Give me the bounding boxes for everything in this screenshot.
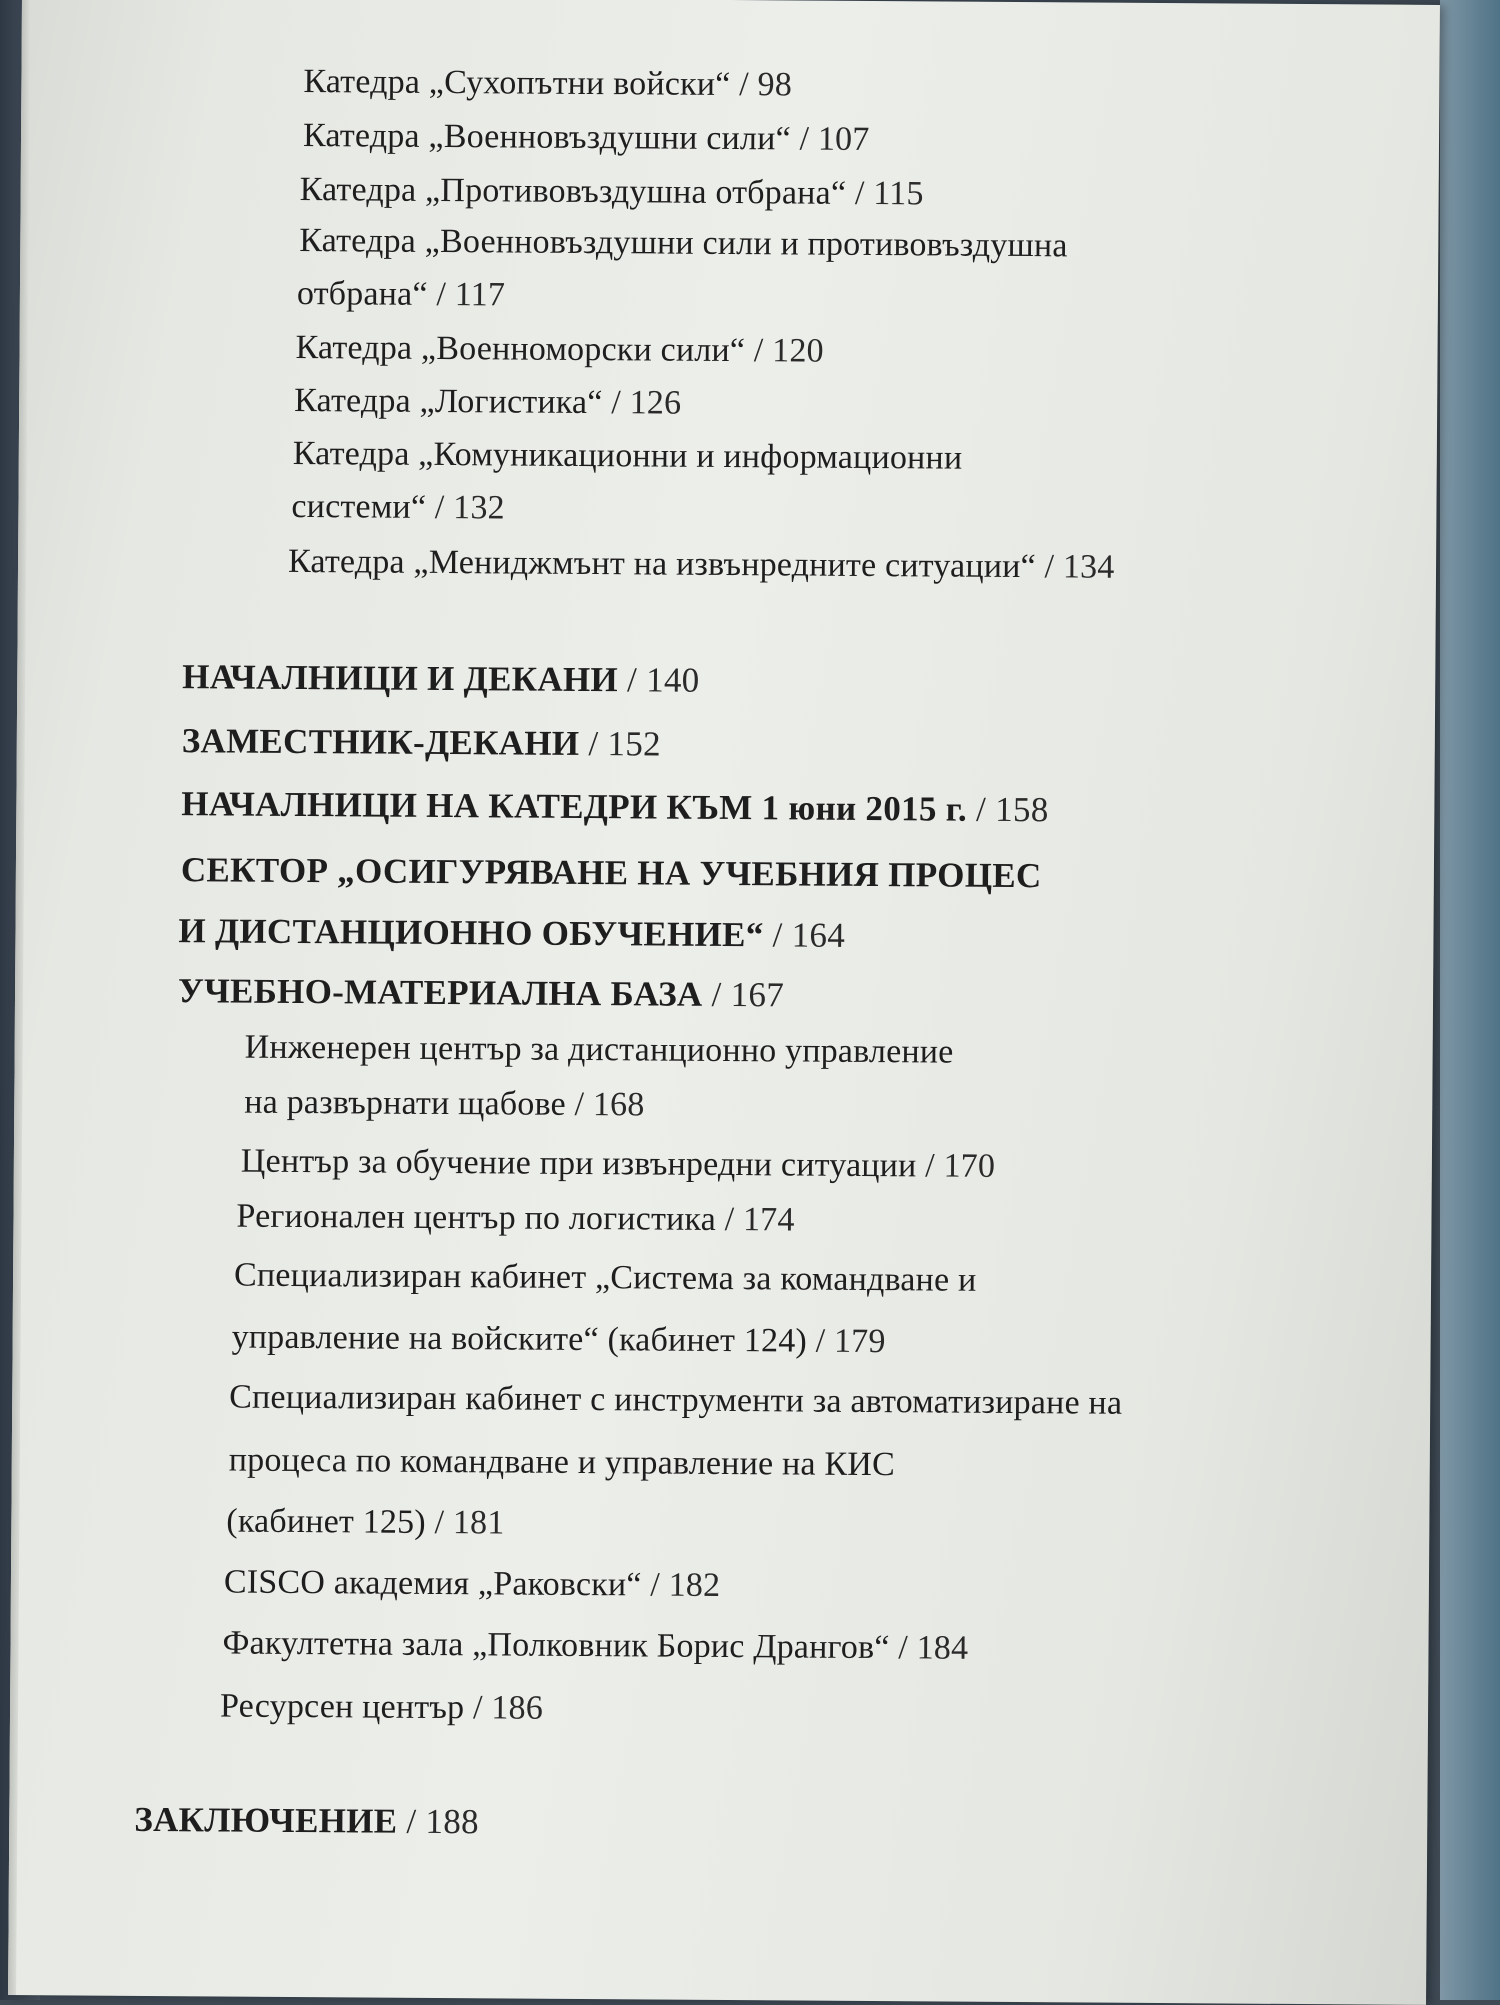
- toc-entry-title: Катедра „Сухопътни войски“: [303, 63, 731, 103]
- toc-section: НАЧАЛНИЦИ И ДЕКАНИ / 140: [182, 657, 700, 700]
- toc-conclusion: ЗАКЛЮЧЕНИЕ / 188: [134, 1799, 480, 1842]
- toc-section: УЧЕБНО-МАТЕРИАЛНА БАЗА / 167: [177, 971, 785, 1015]
- toc-subentry: Катедра „Мениджмънт на извънредните ситуации“ / 134: [287, 542, 1115, 586]
- toc-entry-page: 132: [453, 489, 505, 527]
- book-page: [8, 0, 1440, 2005]
- toc-entry-title: И ДИСТАНЦИОННО ОБУЧЕНИЕ“: [178, 911, 764, 955]
- toc-entry-page: 168: [592, 1086, 645, 1124]
- toc-entry-title: НАЧАЛНИЦИ НА КАТЕДРИ КЪМ 1 юни 2015 г.: [181, 784, 968, 829]
- background-right: [1440, 0, 1500, 2000]
- toc-subentry: [233, 1256, 977, 1299]
- toc-entry-title: Специализиран кабинет с инструменти за автоматизиране на: [229, 1378, 1123, 1422]
- table-of-contents: [8, 0, 1440, 2005]
- toc-entry-title: Инженерен център за дистанционно управление: [244, 1028, 954, 1071]
- toc-entry-title: Специализиран кабинет „Система за командване и: [233, 1256, 977, 1299]
- toc-subentry: Факултетна зала „Полковник Борис Дрангов“ / 184: [222, 1624, 969, 1667]
- toc-entry-page: 164: [791, 915, 846, 955]
- toc-entry-page: 158: [995, 789, 1049, 830]
- toc-subentry: [229, 1378, 1123, 1422]
- toc-subentry: CISCO академия „Раковски“ / 182: [223, 1563, 721, 1604]
- toc-entry-title: Катедра „Военноморски сили“: [295, 328, 746, 370]
- toc-section: [180, 850, 1042, 896]
- toc-entry-page: 134: [1062, 548, 1115, 586]
- toc-entry-page: 170: [943, 1147, 996, 1185]
- toc-entry-title: процеса по командване и управление на КИС: [228, 1441, 896, 1484]
- toc-subentry: [228, 1441, 896, 1484]
- toc-subentry: управление на войските“ (кабинет 124) / 179: [231, 1318, 886, 1361]
- toc-entry-title: Регионален център по логистика: [236, 1197, 717, 1238]
- toc-subentry: Катедра „Военноморски сили“ / 120: [295, 328, 824, 370]
- toc-subentry: системи“ / 132: [291, 487, 505, 527]
- toc-section: НАЧАЛНИЦИ НА КАТЕДРИ КЪМ 1 юни 2015 г. / 158: [181, 784, 1049, 830]
- toc-entry-page: 167: [730, 975, 785, 1015]
- toc-entry-page: 126: [629, 384, 682, 422]
- toc-subentry: [292, 434, 963, 477]
- toc-entry-title: Катедра „Военновъздушни сили“: [302, 117, 791, 158]
- toc-section: И ДИСТАНЦИОННО ОБУЧЕНИЕ“ / 164: [178, 911, 846, 955]
- toc-entry-title: ЗАКЛЮЧЕНИЕ: [134, 1799, 398, 1841]
- toc-entry-title: Ресурсен център: [219, 1687, 465, 1727]
- toc-entry-title: СЕКТОР „ОСИГУРЯВАНЕ НА УЧЕБНИЯ ПРОЦЕС: [180, 850, 1042, 896]
- toc-subentry: [299, 221, 1068, 265]
- toc-entry-page: 120: [772, 332, 824, 370]
- toc-entry-page: 98: [757, 66, 793, 104]
- toc-section: ЗАМЕСТНИК-ДЕКАНИ / 152: [181, 721, 662, 764]
- toc-entry-title: Катедра „Мениджмънт на извънредните ситуации“: [287, 542, 1037, 586]
- toc-subentry: Катедра „Военновъздушни сили“ / 107: [302, 117, 870, 158]
- toc-entry-title: Катедра „Противовъздушна отбрана“: [299, 170, 847, 212]
- toc-entry-title: (кабинет 125): [226, 1502, 426, 1541]
- toc-entry-title: отбрана“: [296, 274, 428, 313]
- toc-entry-title: на развърнати щабове: [244, 1083, 566, 1123]
- toc-subentry: Регионален център по логистика / 174: [236, 1197, 795, 1239]
- toc-entry-page: 186: [491, 1689, 544, 1727]
- toc-entry-title: Катедра „Военновъздушни сили и противовъздушна: [299, 221, 1068, 265]
- toc-entry-page: 188: [425, 1801, 480, 1842]
- toc-entry-title: CISCO академия „Раковски“: [223, 1563, 642, 1604]
- toc-entry-page: 115: [873, 174, 924, 213]
- toc-entry-page: 174: [742, 1201, 795, 1239]
- toc-entry-page: 179: [833, 1322, 886, 1361]
- toc-entry-title: Катедра „Логистика“: [294, 381, 603, 422]
- toc-subentry: Център за обучение при извънредни ситуации / 170: [240, 1142, 996, 1185]
- toc-subentry: на развърнати щабове / 168: [244, 1083, 645, 1124]
- toc-entry-page: 117: [454, 276, 506, 314]
- toc-entry-page: 184: [916, 1629, 969, 1667]
- toc-subentry: Катедра „Противовъздушна отбрана“ / 115: [299, 170, 924, 213]
- toc-entry-title: системи“: [291, 487, 427, 526]
- toc-subentry: Катедра „Сухопътни войски“ / 98: [303, 63, 793, 104]
- toc-entry-title: управление на войските“ (кабинет 124): [231, 1318, 808, 1360]
- toc-entry-page: 107: [817, 120, 870, 158]
- toc-entry-title: Катедра „Комуникационни и информационни: [292, 434, 963, 477]
- toc-entry-title: Факултетна зала „Полковник Борис Дрангов“: [222, 1624, 890, 1667]
- toc-entry-title: Център за обучение при извънредни ситуации: [240, 1142, 917, 1185]
- toc-entry-page: 152: [607, 724, 662, 764]
- toc-entry-title: УЧЕБНО-МАТЕРИАЛНА БАЗА: [177, 971, 703, 1014]
- toc-subentry: Ресурсен център / 186: [219, 1687, 544, 1727]
- toc-entry-page: 140: [646, 660, 700, 700]
- toc-subentry: [244, 1028, 954, 1071]
- toc-entry-page: 181: [452, 1504, 505, 1542]
- toc-entry-page: 182: [668, 1566, 721, 1604]
- toc-subentry: (кабинет 125) / 181: [226, 1502, 505, 1542]
- toc-entry-title: НАЧАЛНИЦИ И ДЕКАНИ: [182, 657, 619, 700]
- toc-subentry: Катедра „Логистика“ / 126: [294, 381, 682, 422]
- toc-subentry: отбрана“ / 117: [296, 274, 506, 314]
- toc-entry-title: ЗАМЕСТНИК-ДЕКАНИ: [181, 721, 580, 763]
